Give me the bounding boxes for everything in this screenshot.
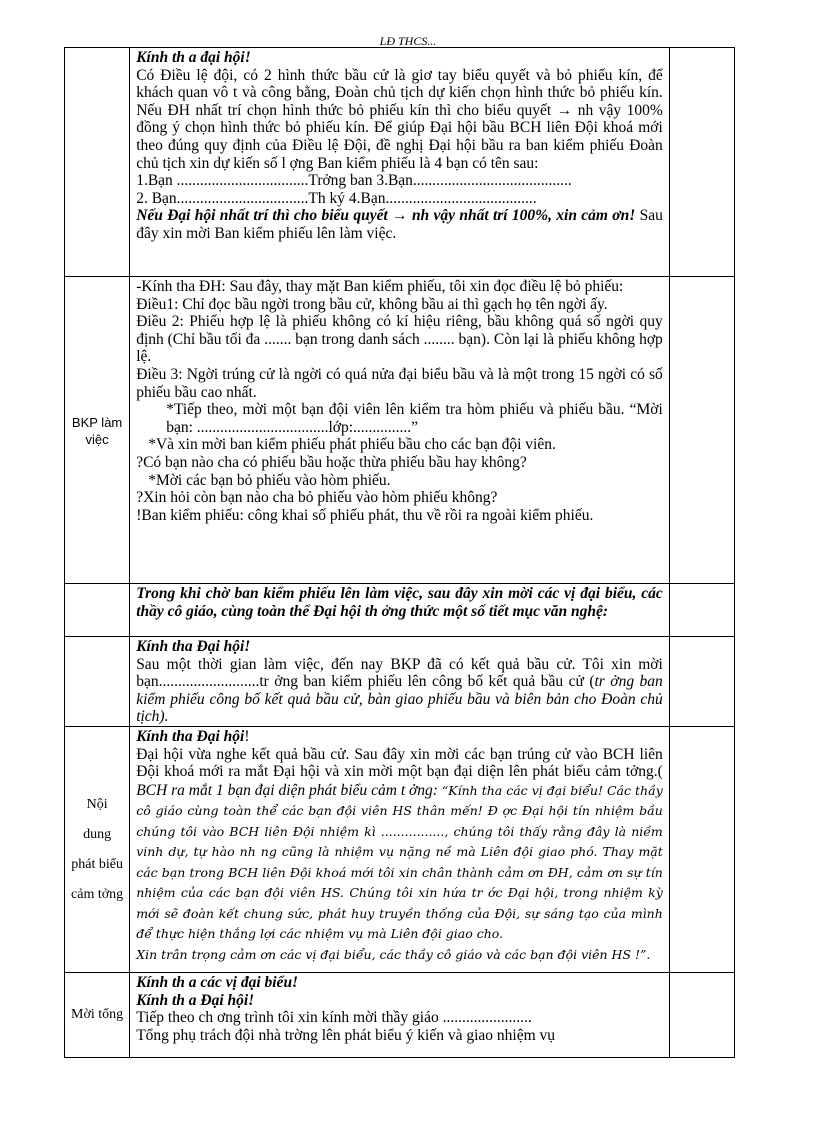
greeting: Kính th a đại hội!: [136, 49, 251, 66]
notes-cell: [669, 637, 734, 727]
speech-closing: Xin trân trọng cảm ơn các vị đại biểu, các thầy cô giáo và các bạn đội viên HS !”.: [136, 946, 651, 962]
row-content: [130, 637, 670, 727]
greeting: Kính th a Đại hội!: [136, 991, 255, 1009]
text: Sau một thời gian làm việc, đến nay BKP đã có kết quả bầu cử. Tôi xin mời bạn..........................tr ởng ban kiểm phiếu lên công bố kết quả bầu cử (: [136, 655, 663, 691]
paragraph: !Ban kiểm phiếu: công khai số phiếu phát, thu về rồi ra ngoài kiểm phiếu.: [136, 506, 594, 524]
paragraph: Điều 3: Ngời trúng cử là ngời có quá nửa đại biểu bầu và là một trong 15 ngời có số phiếu bầu cao nhất.: [136, 365, 663, 401]
notes-cell: [669, 584, 734, 637]
paragraph: Điều1: Chỉ đọc bầu ngời trong bầu cử, không bầu ai thì gạch họ tên ngời ấy.: [136, 295, 608, 313]
row-label: BKP làm việc: [65, 277, 130, 584]
page-header: LĐ THCS...: [379, 34, 437, 48]
speech-text: “Kính tha các vị đại biểu! Các thầy cô giáo cùng toàn thể các bạn đội viên HS thân mến! Đ ợc Đại hội tín nhiệm bầu chúng tôi vào BCH liên Đội nhiệm kì ................, chúng tôi thấy rằng đây là niềm vinh dự, tự hào nh ng cũng là nhiệm vụ nặng nề mà Liên đội giao phó. Thay mặt các bạn trong BCH liên Đội khoá mới tôi xin chân thành cảm ơn ĐH, cảm ơn sự tín nhiệm của các bạn đội viên HS. Chúng tôi xin hứa tr ớc Đại hội, trong nhiệm kỳ mới sẽ đoàn kết chung sức, phát huy truyền thống của Đội, sự sáng tạo của mình để thực hiện thắng lợi các nhiệm vụ mà Liên đội giao cho.: [136, 782, 663, 942]
paragraph: *Mời các bạn bỏ phiếu vào hòm phiếu.: [148, 471, 391, 489]
text: nh vậy nhất trí 100%, xin cảm ơn!: [411, 207, 636, 225]
row-content: [130, 584, 670, 637]
row-content: [130, 277, 670, 584]
notes-cell: [669, 972, 734, 1057]
stage-direction: BCH ra mắt 1 bạn đại diện phát biểu cảm t ởng:: [136, 781, 438, 799]
stage-direction: tr ởng ban kiểm phiếu công bố kết quả bầu cử, bàn giao phiếu bầu và biên bản cho Đoàn chủ tịch).: [136, 673, 663, 726]
row-label: [65, 48, 130, 277]
greeting-line: [136, 728, 663, 746]
text: Sau đây xin mời Ban kiểm phiếu lên làm việc.: [136, 207, 663, 242]
notes-cell: [669, 48, 734, 277]
paragraph: *Tiếp theo, mời một bạn đội viên lên kiểm tra hòm phiếu và phiếu bầu. “Mời bạn: ..................................lớp:...............”: [166, 401, 663, 436]
paragraph: -Kính tha ĐH: Sau đây, thay mặt Ban kiểm phiếu, tôi xin đọc điều lệ bỏ phiếu:: [136, 278, 624, 295]
list-item: 1.Bạn ..................................Trởng ban 3.Bạn.........................................: [136, 172, 572, 190]
arrow-right-icon: →: [392, 207, 408, 225]
list-item: 2. Bạn..................................Th ký 4.Bạn.......................................: [136, 189, 537, 207]
paragraph: ?Có bạn nào cha có phiếu bầu hoặc thừa phiếu bầu hay không?: [136, 453, 527, 471]
row-label: [65, 584, 130, 637]
paragraph: [136, 746, 663, 945]
table-row: [65, 637, 735, 727]
row-label: [65, 637, 130, 727]
row-content: [130, 726, 670, 972]
greeting: Kính tha Đại hội!: [136, 638, 251, 655]
table-row: [65, 48, 735, 277]
greeting: Kính th a các vị đại biểu!: [136, 973, 299, 991]
row-content: [130, 972, 670, 1057]
notes-cell: [669, 277, 734, 584]
text: Đại hội vừa nghe kết quả bầu cử. Sau đây xin mời các bạn trúng cử vào BCH liên Đội khoá mới ra mắt Đại hội và xin mời một bạn đại diện lên phát biểu cảm tởng.(: [136, 745, 663, 781]
row-content: [130, 48, 670, 277]
greeting: Kính tha Đại hội: [136, 727, 245, 745]
table-row: [65, 726, 735, 972]
paragraph: *Và xin mời ban kiểm phiếu phát phiếu bầu cho các bạn đội viên.: [148, 436, 556, 454]
paragraph: ?Xin hỏi còn bạn nào cha bỏ phiếu vào hòm phiếu không?: [136, 489, 498, 507]
table-row: [65, 972, 735, 1057]
text: !: [244, 727, 250, 745]
paragraph: [136, 656, 663, 726]
row-label: Mời tổng: [65, 972, 130, 1057]
text: Có Điều lệ đội, có 2 hình thức bầu cử là giơ tay biểu quyết và bỏ phiếu kín, để khách quan vô t và công bằng, Đoàn chủ tịch dự kiến chọn hình thức bỏ phiếu kín. Nếu ĐH nhất trí chọn hình thức bỏ phiếu kín thì cho biểu quyết: [136, 66, 663, 119]
paragraph: [136, 207, 663, 242]
text: nh vậy 100% đồng ý chọn hình thức bỏ phiếu kín. Để giúp Đại hội bầu BCH liên Đội khoá mới theo đúng quy định của Điều lệ Đội, đề nghị Đại hội bầu ra ban kiểm phiếu Đoàn chủ tịch xin dự kiến số l ợng Ban kiểm phiếu là 4 bạn có tên sau:: [136, 101, 663, 172]
paragraph: Trong khi chờ ban kiểm phiếu lên làm việc, sau đây xin mời các vị đại biểu, các thầy cô giáo, cùng toàn thể Đại hội th ởng thức một số tiết mục văn nghệ:: [136, 585, 663, 620]
notes-cell: [669, 726, 734, 972]
arrow-right-icon: →: [556, 101, 573, 119]
paragraph: Tiếp theo ch ơng trình tôi xin kính mời thầy giáo .......................: [136, 1009, 532, 1027]
table-row: [65, 584, 735, 637]
text: Nếu Đại hội nhất trí thì cho biểu quyết: [136, 207, 388, 225]
paragraph: Điều 2: Phiếu hợp lệ là phiếu không có kí hiệu riêng, bầu không quá số ngời quy định (Chỉ bầu tối đa ....... bạn trong danh sách ........ bạn). Còn lại là phiếu không hợp lệ.: [136, 313, 663, 366]
paragraph: Tổng phụ trách đội nhà trờng lên phát biểu ý kiến và giao nhiệm vụ: [136, 1026, 556, 1044]
program-script-table: [64, 47, 735, 1058]
row-label: Nội dung phát biểu cảm tởng: [65, 726, 130, 972]
table-row: [65, 277, 735, 584]
paragraph: [136, 67, 663, 173]
